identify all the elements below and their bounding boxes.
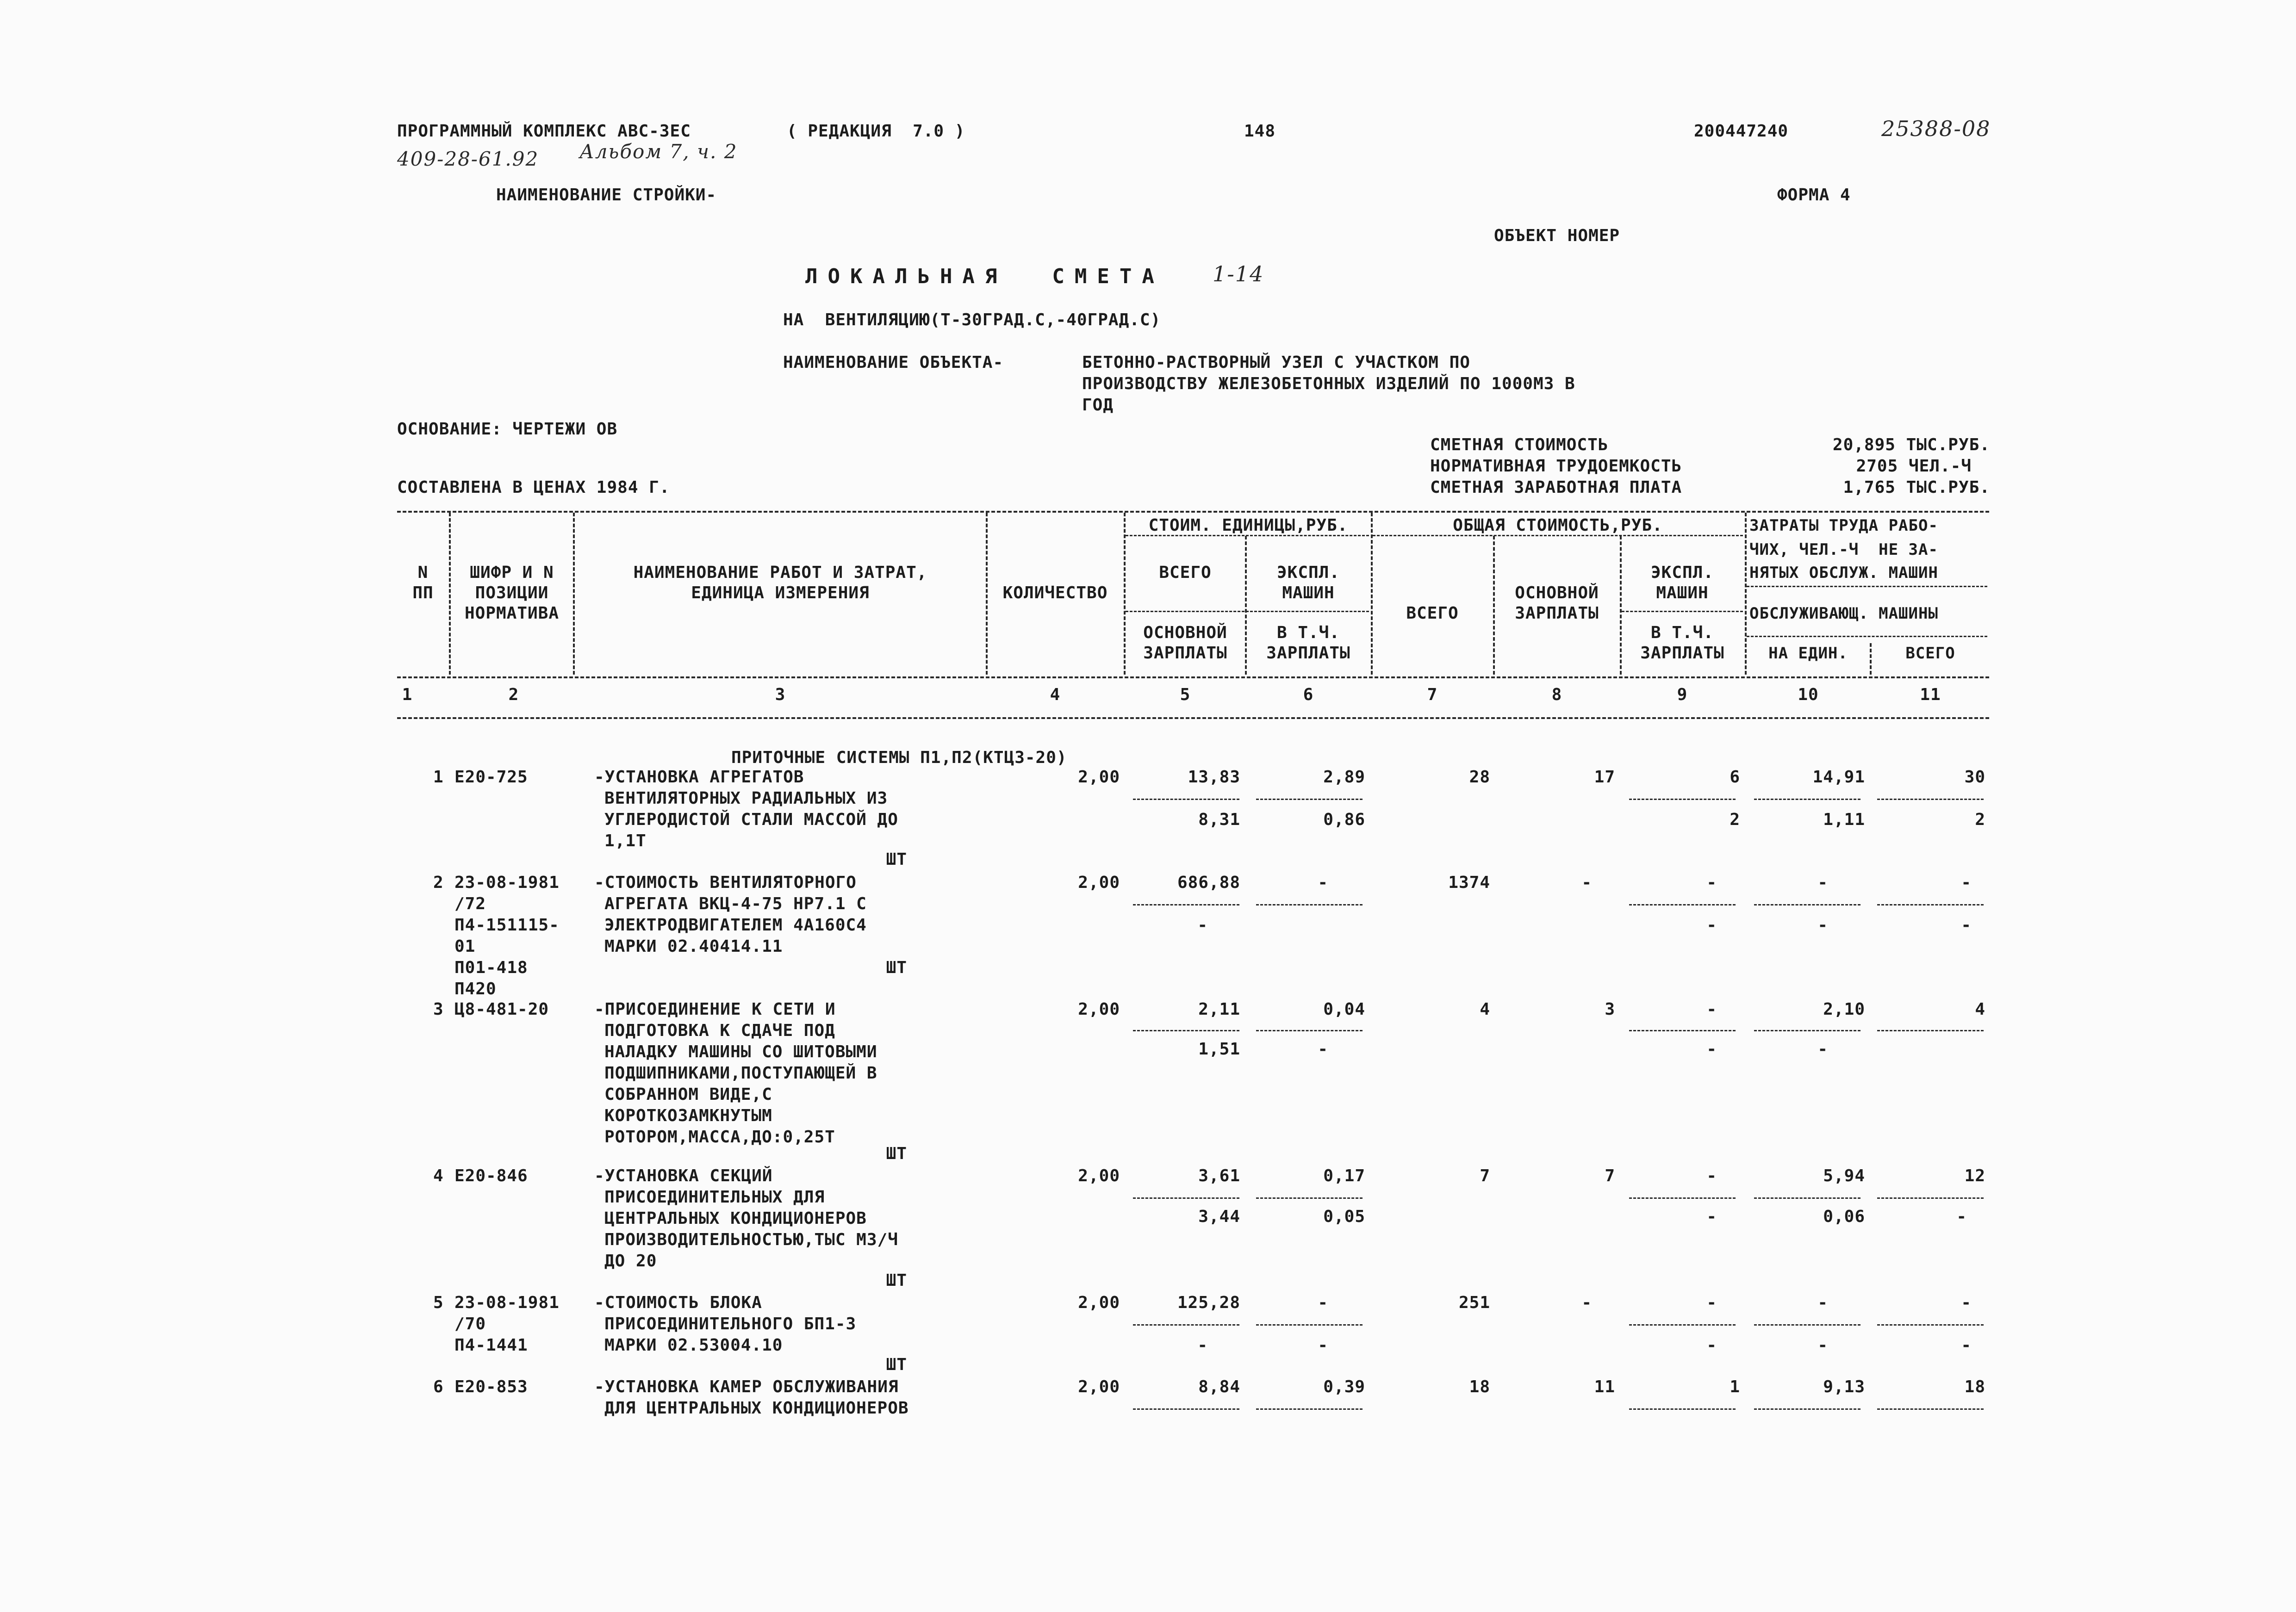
object-line-3: ГОД [1082,396,1114,415]
item-code: П01-418 [454,958,528,977]
labor-total-header: ВСЕГО [1905,644,1955,663]
total-incl-pay: - [1706,1207,1717,1226]
total-cost: 7 [1480,1166,1490,1185]
total-base-pay-header-2: ЗАРПЛАТЫ [1515,604,1599,623]
total-expl-header-2: МАШИН [1656,583,1709,602]
cell-divider [1629,1324,1736,1326]
col-number-4: 4 [1050,685,1061,704]
item-name: 1,1Т [604,831,647,850]
item-qty: 2,00 [1078,1166,1120,1185]
unit-base-pay: - [1197,916,1208,935]
summary-label-2: НОРМАТИВНАЯ ТРУДОЕМКОСТЬ [1430,457,1682,476]
cell-divider [1256,904,1363,905]
col-number-9: 9 [1677,685,1688,704]
col3-header-line2: ЕДИНИЦА ИЗМЕРЕНИЯ [691,583,870,602]
labor-total-2: - [1961,1336,1972,1355]
unit-incl-pay-header-2: ЗАРПЛАТЫ [1266,644,1350,663]
labor-per-unit-2: - [1817,1040,1828,1059]
unit-base-pay: 1,51 [1198,1040,1240,1059]
col-divider-5 [1245,536,1247,675]
item-number: 1 [433,768,444,787]
labor-header-2: ЧИХ, ЧЕЛ.-Ч НЕ ЗА- [1749,540,1938,559]
unit-cost-expl: - [1318,1293,1328,1312]
col1-header-line2: ПП [412,583,434,602]
labor-sub-header: ОБСЛУЖИВАЮЩ. МАШИНЫ [1749,604,1938,623]
labor-per-unit: - [1817,1293,1828,1312]
item-number: 3 [433,1000,444,1019]
item-qty: 2,00 [1078,1000,1120,1019]
item-unit: ШТ [886,958,907,977]
item-number: 4 [433,1166,444,1185]
total-expl: - [1706,1166,1717,1185]
item-number: 2 [433,873,444,892]
item-code: 23-08-1981 [454,873,560,892]
table-top-rule [397,511,1989,513]
item-code: /72 [454,894,486,913]
unit-cost-total: 3,61 [1198,1166,1240,1185]
total-cost: 4 [1480,1000,1490,1019]
unit-cost-expl-header-2: МАШИН [1282,583,1335,602]
item-name: КОРОТКОЗАМКНУТЫМ [604,1106,772,1125]
total-incl-pay-header-1: В Т.Ч. [1650,623,1714,642]
item-code: П420 [454,980,497,998]
table-number-rule [397,717,1989,719]
total-base-pay: 7 [1605,1166,1615,1185]
item-qty: 2,00 [1078,1293,1120,1312]
summary-label-3: СМЕТНАЯ ЗАРАБОТНАЯ ПЛАТА [1430,478,1682,497]
cell-divider [1256,1030,1363,1031]
cell-divider [1256,1408,1363,1410]
unit-incl-pay: 0,05 [1323,1207,1365,1226]
item-name: ПРИСОЕДИНИТЕЛЬНОГО БП1-3 [604,1314,857,1333]
estimate-subject: НА ВЕНТИЛЯЦИЮ(Т-30ГРАД.С,-40ГРАД.С) [783,310,1161,329]
object-line-1: БЕТОННО-РАСТВОРНЫЙ УЗЕЛ С УЧАСТКОМ ПО [1082,353,1470,372]
object-line-2: ПРОИЗВОДСТВУ ЖЕЛЕЗОБЕТОННЫХ ИЗДЕЛИЙ ПО 1000М3 В [1082,374,1575,393]
labor-total: 4 [1975,1000,1985,1019]
col-number-7: 7 [1427,685,1438,704]
item-qty: 2,00 [1078,768,1120,787]
labor-total-2: - [1961,916,1972,935]
object-number-label: ОБЪЕКТ НОМЕР [1494,226,1620,245]
labor-total: 18 [1964,1377,1985,1396]
labor-total: - [1961,873,1972,892]
edition: ( РЕДАКЦИЯ 7.0 ) [787,122,965,141]
unit-incl-pay: - [1318,1040,1328,1059]
handwritten-album-code: 409-28-61.92 [397,148,539,170]
col-number-10: 10 [1798,685,1819,704]
doc-title: ЛОКАЛЬНАЯ СМЕТА [805,265,1164,288]
col-divider-9 [1745,513,1747,675]
item-name: -ПРИСОЕДИНЕНИЕ К СЕТИ И [594,1000,836,1019]
labor-per-unit-2: 1,11 [1823,810,1865,829]
section-title: ПРИТОЧНЫЕ СИСТЕМЫ П1,П2(КТЦ3-20) [731,748,1067,767]
item-unit: ШТ [886,1271,907,1290]
col3-header-line1: НАИМЕНОВАНИЕ РАБОТ И ЗАТРАТ, [633,563,927,582]
item-code: 23-08-1981 [454,1293,560,1312]
summary-value-3: 1,765 ТЫС.РУБ. [1843,478,1990,497]
labor-header-3: НЯТЫХ ОБСЛУЖ. МАШИН [1749,564,1938,582]
unit-base-pay: - [1197,1336,1208,1355]
col2-header-line3: НОРМАТИВА [464,604,560,623]
item-code: 01 [454,937,476,956]
labor-per-unit: 14,91 [1812,768,1865,787]
labor-total-2: 2 [1975,810,1985,829]
cell-divider [1133,1197,1239,1199]
item-unit: ШТ [886,850,907,869]
labor-total: - [1961,1293,1972,1312]
total-cost-header: ОБЩАЯ СТОИМОСТЬ,РУБ. [1453,516,1663,535]
total-expl: 1 [1730,1377,1740,1396]
col-divider-1 [449,513,451,675]
item-name: -УСТАНОВКА КАМЕР ОБСЛУЖИВАНИЯ [594,1377,899,1396]
unit-base-pay: 3,44 [1198,1207,1240,1226]
labor-total: 12 [1964,1166,1985,1185]
handwritten-code: 25388-08 [1881,116,1991,141]
item-name: ПРИСОЕДИНИТЕЛЬНЫХ ДЛЯ [604,1188,825,1207]
item-name: ВЕНТИЛЯТОРНЫХ РАДИАЛЬНЫХ ИЗ [604,789,888,808]
prices-basis: СОСТАВЛЕНА В ЦЕНАХ 1984 Г. [397,478,670,497]
item-code: П4-1441 [454,1336,528,1355]
cell-divider [1133,904,1239,905]
item-name: УГЛЕРОДИСТОЙ СТАЛИ МАССОЙ ДО [604,810,898,829]
labor-per-unit-2: 0,06 [1823,1207,1865,1226]
col2-header-line2: ПОЗИЦИИ [475,583,549,602]
cell-divider [1754,799,1860,800]
unit-cost-expl: 0,17 [1323,1166,1365,1185]
total-cost: 1374 [1448,873,1490,892]
labor-per-unit: 2,10 [1823,1000,1865,1019]
unit-cost-header: СТОИМ. ЕДИНИЦЫ,РУБ. [1148,516,1348,535]
cell-divider [1877,1408,1984,1410]
handwritten-album: Альбом 7, ч. 2 [579,140,738,163]
unit-cost-total: 8,84 [1198,1377,1240,1396]
item-unit: ШТ [886,1355,907,1374]
item-name: ЭЛЕКТРОДВИГАТЕЛЕМ 4А160С4 [604,916,867,935]
col-number-3: 3 [775,685,786,704]
col-divider-6 [1371,513,1373,675]
item-qty: 2,00 [1078,1377,1120,1396]
unit-cost-total: 13,83 [1188,768,1240,787]
unit-cost-expl: 2,89 [1323,768,1365,787]
total-expl: 6 [1730,768,1740,787]
labor-per-unit-header: НА ЕДИН. [1768,644,1848,663]
total-expl: - [1706,1293,1717,1312]
total-base-pay: 17 [1594,768,1615,787]
unit-base-pay-header-1: ОСНОВНОЙ [1143,623,1227,642]
labor-per-unit: - [1817,873,1828,892]
col2-header-line1: ШИФР И N [470,563,554,582]
cell-divider [1256,1324,1363,1326]
cell-divider [1133,1408,1239,1410]
object-label: НАИМЕНОВАНИЕ ОБЪЕКТА- [783,353,1004,372]
unit-cost-total: 686,88 [1177,873,1240,892]
total-base-pay: - [1581,1293,1592,1312]
item-code: Ц8-481-20 [454,1000,549,1019]
item-name: МАРКИ 02.53004.10 [604,1336,783,1355]
total-cost: 251 [1458,1293,1490,1312]
item-name: -УСТАНОВКА СЕКЦИЙ [594,1166,773,1185]
item-name: ДО 20 [604,1252,657,1271]
program-name: ПРОГРАММНЫЙ КОМПЛЕКС АВС-ЗЕС [397,122,691,141]
summary-value-2: 2705 ЧЕЛ.-Ч [1856,457,1972,476]
item-name: АГРЕГАТА ВКЦ-4-75 НР7.1 С [604,894,867,913]
item-name: РОТОРОМ,МАССА,ДО:0,25Т [604,1128,835,1147]
construction-label: НАИМЕНОВАНИЕ СТРОЙКИ- [496,186,717,205]
total-expl-header-1: ЭКСПЛ. [1650,563,1714,582]
cell-divider [1629,1030,1736,1031]
item-code: Е20-853 [454,1377,528,1396]
item-name: -СТОИМОСТЬ БЛОКА [594,1293,762,1312]
col-number-8: 8 [1551,685,1562,704]
item-number: 5 [433,1293,444,1312]
col-number-2: 2 [508,685,519,704]
col-divider-2 [573,513,575,675]
cell-divider [1629,904,1736,905]
cell-divider [1133,799,1239,800]
total-base-pay-header-1: ОСНОВНОЙ [1515,583,1599,602]
labor-per-unit-2: - [1817,1336,1828,1355]
item-name: ПОДШИПНИКАМИ,ПОСТУПАЮЩЕЙ В [604,1064,877,1083]
labor-per-unit: 9,13 [1823,1377,1865,1396]
unit-base-pay-header-2: ЗАРПЛАТЫ [1143,644,1227,663]
total-cost-total-header: ВСЕГО [1406,604,1459,623]
item-name: МАРКИ 02.40414.11 [604,937,783,956]
page-number: 148 [1244,122,1276,141]
cell-divider [1754,1030,1860,1031]
total-incl-pay: - [1706,1336,1717,1355]
unit-cost-expl: - [1318,873,1328,892]
item-name: СОБРАННОМ ВИДЕ,С [604,1085,772,1104]
total-incl-pay: 2 [1730,810,1740,829]
cell-divider [1877,1197,1984,1199]
total-base-pay: 3 [1605,1000,1615,1019]
cell-divider [1133,1030,1239,1031]
col1-header-line1: N [417,563,429,582]
item-code: Е20-725 [454,768,528,787]
form-label: ФОРМА 4 [1777,186,1851,205]
labor-rule-1 [1747,586,1987,587]
unit-base-pay: 8,31 [1198,810,1240,829]
col-divider-10 [1870,643,1872,675]
item-name: ПРОИЗВОДИТЕЛЬНОСТЬЮ,ТЫС МЗ/Ч [604,1230,898,1249]
total-base-pay: 11 [1594,1377,1615,1396]
cell-divider [1877,1324,1984,1326]
table-header-rule [397,676,1989,678]
unit-cost-total: 2,11 [1198,1000,1240,1019]
item-name: ПОДГОТОВКА К СДАЧЕ ПОД [604,1021,835,1040]
total-incl-pay: - [1706,1040,1717,1059]
total-base-pay: - [1581,873,1592,892]
item-name: ДЛЯ ЦЕНТРАЛЬНЫХ КОНДИЦИОНЕРОВ [604,1399,909,1418]
summary-value-1: 20,895 ТЫС.РУБ. [1832,435,1990,454]
cell-divider [1877,1030,1984,1031]
cell-divider [1629,799,1736,800]
cell-divider [1256,799,1363,800]
unit-incl-pay: 0,86 [1323,810,1365,829]
col-number-11: 11 [1920,685,1941,704]
unit-cost-expl-header-1: ЭКСПЛ. [1276,563,1340,582]
total-expl: - [1706,873,1717,892]
item-name: НАЛАДКУ МАШИНЫ СО ШИТОВЫМИ [604,1042,877,1061]
labor-per-unit: 5,94 [1823,1166,1865,1185]
unit-cost-expl: 0,39 [1323,1377,1365,1396]
item-code: Е20-846 [454,1166,528,1185]
cell-divider [1877,904,1984,905]
basis: ОСНОВАНИЕ: ЧЕРТЕЖИ ОВ [397,420,618,439]
item-qty: 2,00 [1078,873,1120,892]
cell-divider [1256,1197,1363,1199]
total-cost-sub-rule [1622,611,1743,612]
total-incl-pay-header-2: ЗАРПЛАТЫ [1640,644,1724,663]
item-code: /70 [454,1314,486,1333]
cell-divider [1629,1408,1736,1410]
col4-header: КОЛИЧЕСТВО [1002,583,1108,602]
cell-divider [1754,904,1860,905]
cell-divider [1754,1408,1860,1410]
labor-header-1: ЗАТРАТЫ ТРУДА РАБО- [1749,516,1938,535]
item-unit: ШТ [886,1144,907,1163]
item-name: ЦЕНТРАЛЬНЫХ КОНДИЦИОНЕРОВ [604,1209,867,1228]
labor-rule-2 [1747,636,1987,637]
cell-divider [1877,799,1984,800]
cell-divider [1629,1197,1736,1199]
doc-code: 200447240 [1694,122,1789,141]
labor-total: 30 [1964,768,1985,787]
unit-incl-pay-header-1: В Т.Ч. [1276,623,1340,642]
col-number-1: 1 [402,685,413,704]
total-cost: 18 [1469,1377,1490,1396]
item-name: -СТОИМОСТЬ ВЕНТИЛЯТОРНОГО [594,873,857,892]
labor-total-2: - [1956,1207,1967,1226]
doc-title-number: 1-14 [1213,261,1264,286]
item-number: 6 [433,1377,444,1396]
cell-divider [1133,1324,1239,1326]
cell-divider [1754,1197,1860,1199]
unit-cost-total: 125,28 [1177,1293,1240,1312]
cell-divider [1754,1324,1860,1326]
unit-incl-pay: - [1318,1336,1328,1355]
labor-per-unit-2: - [1817,916,1828,935]
total-incl-pay: - [1706,916,1717,935]
total-expl: - [1706,1000,1717,1019]
col-number-5: 5 [1180,685,1191,704]
col-number-6: 6 [1303,685,1314,704]
summary-label-1: СМЕТНАЯ СТОИМОСТЬ [1430,435,1609,454]
item-code: П4-151115- [454,916,560,935]
unit-cost-total-header: ВСЕГО [1159,563,1212,582]
total-cost: 28 [1469,768,1490,787]
item-name: -УСТАНОВКА АГРЕГАТОВ [594,768,804,787]
unit-cost-expl: 0,04 [1323,1000,1365,1019]
unit-cost-sub-rule [1126,611,1369,612]
